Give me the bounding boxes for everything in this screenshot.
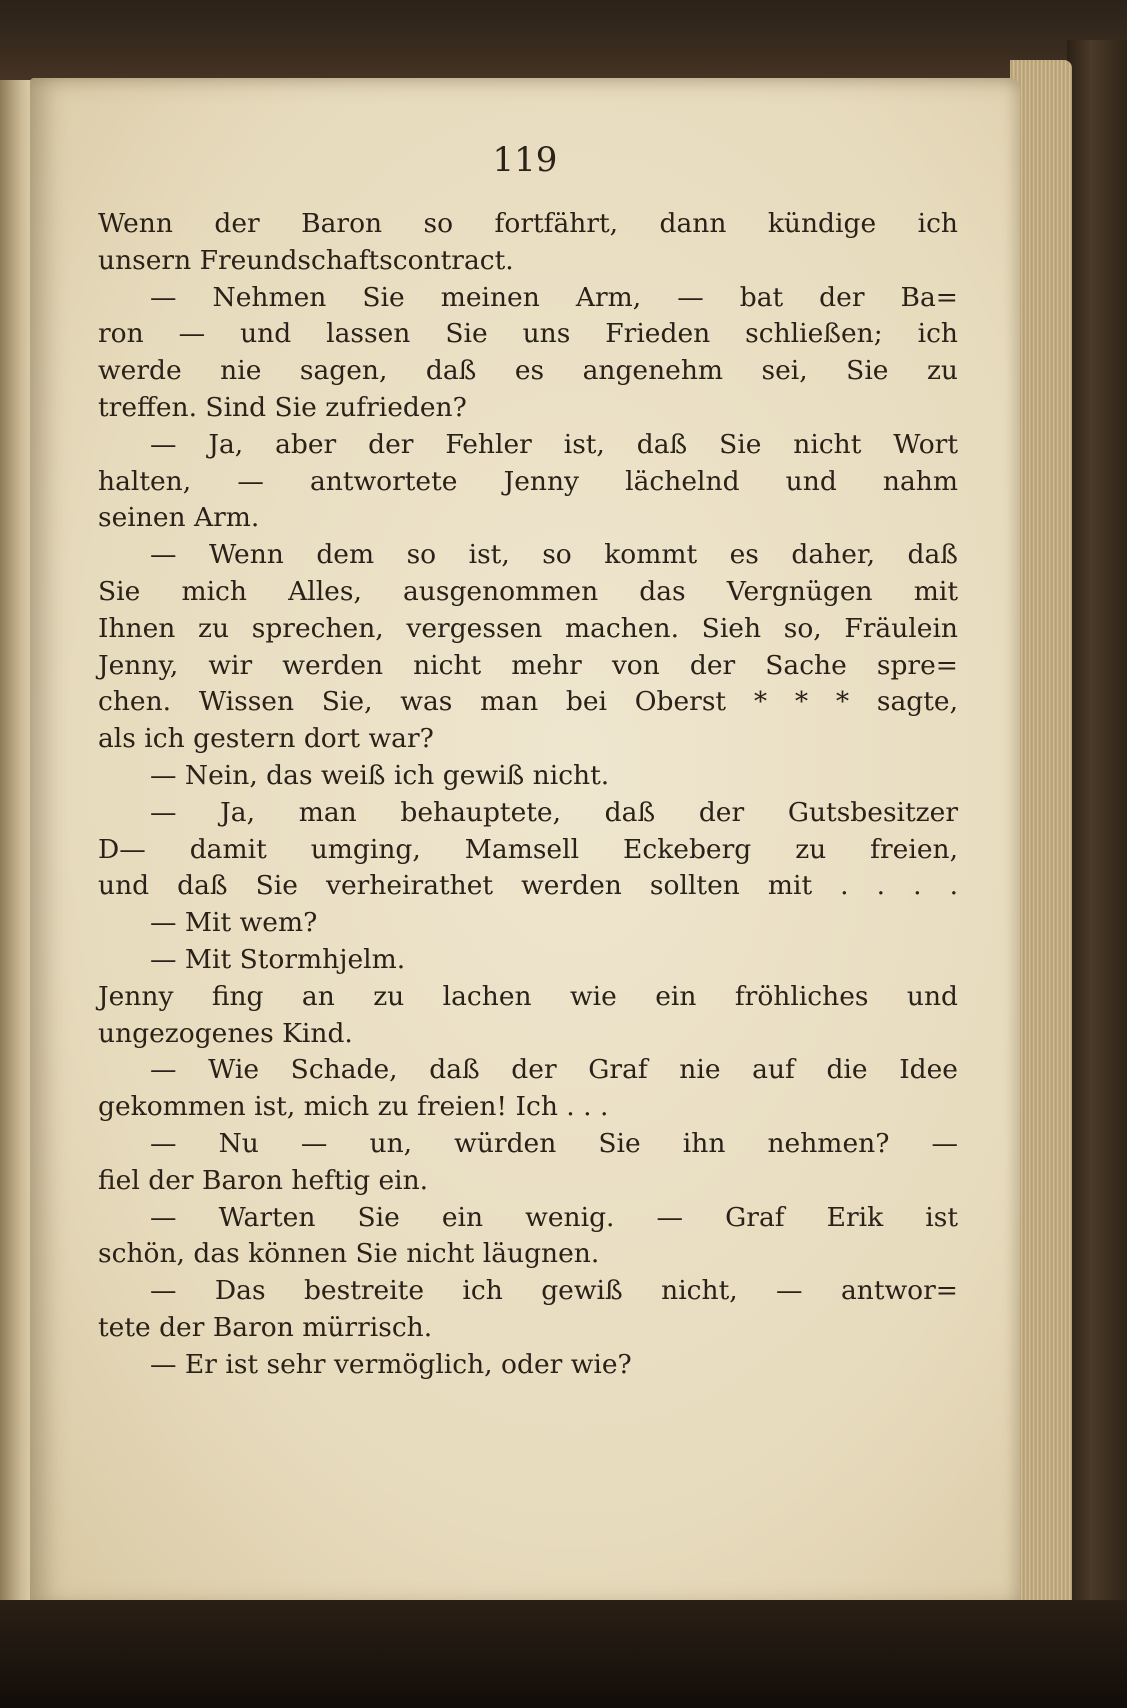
text-line: schön, das können Sie nicht läugnen. (98, 1238, 600, 1270)
book-cover-edge (1067, 40, 1127, 1600)
text-line: — Ja, aber der Fehler ist, daß Sie nicht Wort (150, 428, 958, 460)
text-line: gekommen ist, mich zu freien! Ich . . . (98, 1091, 609, 1123)
text-line: tete der Baron mürrisch. (98, 1311, 433, 1343)
text-line: — Wie Schade, daß der Graf nie auf die Idee (150, 1054, 958, 1086)
text-line: Sie mich Alles, ausgenommen das Vergnügen mit (98, 575, 958, 607)
text-line: — Das bestreite ich gewiß nicht, — antwor= (150, 1275, 958, 1307)
text-line: — Er ist sehr vermöglich, oder wie? (150, 1348, 632, 1380)
text-line: als ich gestern dort war? (98, 723, 434, 755)
text-line: treffen. Sind Sie zufrieden? (98, 391, 467, 423)
text-line: Ihnen zu sprechen, vergessen machen. Sieh so, Fräulein (98, 612, 958, 644)
text-line: Wenn der Baron so fortfährt, dann kündige ich (98, 208, 958, 239)
book-cover-top (0, 0, 1127, 90)
text-line: unsern Freundschaftscontract. (98, 244, 514, 276)
text-line: D— damit umging, Mamsell Eckeberg zu freien, (98, 833, 958, 865)
text-line: — Nehmen Sie meinen Arm, — bat der Ba= (150, 281, 958, 313)
text-line: — Nu — un, würden Sie ihn nehmen? — (150, 1127, 958, 1159)
text-line: fiel der Baron heftig ein. (98, 1164, 429, 1196)
background-bottom (0, 1600, 1127, 1708)
text-line: — Wenn dem so ist, so kommt es daher, daß (150, 539, 958, 571)
book-page (30, 78, 1020, 1608)
text-line: — Nein, das weiß ich gewiß nicht. (150, 759, 610, 791)
text-line: — Mit Stormhjelm. (150, 943, 406, 975)
text-line: Jenny fing an zu lachen wie ein fröhliches und (98, 980, 958, 1012)
text-line: Jenny, wir werden nicht mehr von der Sache spre= (98, 649, 958, 681)
page-text (98, 206, 958, 1384)
text-line: — Mit wem? (150, 907, 318, 939)
text-line: ron — und lassen Sie uns Frieden schließen; ich (98, 318, 958, 350)
page-number: 119 (492, 140, 558, 180)
text-line: und daß Sie verheirathet werden sollten mit . . . . (98, 870, 958, 902)
text-line: seinen Arm. (98, 502, 260, 534)
text-line: — Warten Sie ein wenig. — Graf Erik ist (150, 1201, 958, 1233)
text-line: chen. Wissen Sie, was man bei Oberst * * * sagte, (98, 686, 958, 718)
text-line: ungezogenes Kind. (98, 1017, 353, 1049)
text-line: — Ja, man behauptete, daß der Gutsbesitzer (150, 796, 958, 828)
text-line: werde nie sagen, daß es angenehm sei, Sie zu (98, 355, 958, 387)
text-line: halten, — antwortete Jenny lächelnd und nahm (98, 465, 958, 497)
